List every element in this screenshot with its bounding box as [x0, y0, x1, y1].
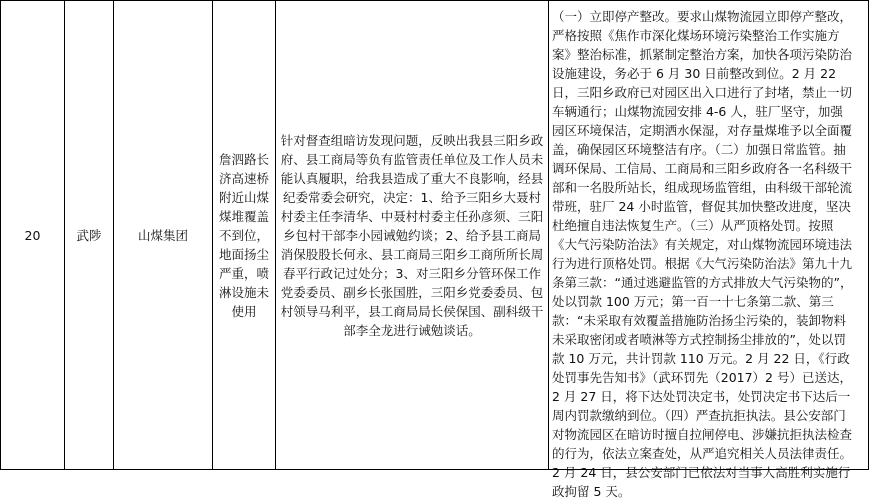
rectification-text: （一）立即停产整改。要求山煤物流园立即停产整改，严格按照《焦作市深化煤场环境污染整治工作实施方案》整治标准，抓紧制定整治方案，加快各项污染防治设施建设，务必于 6 月 30 日前整改到位。2 月 22 日，三阳乡政府已对园区出入口进行了封堵，禁止一切车辆通行；山煤物流园安排 4-6 人，驻厂坚守，加强园区环境保洁，定期洒水保湿，对存量煤堆予以全面覆盖，确保园区环境整洁有序。（二）加强日常监管。抽调环保局、工信局、工商局和三阳乡政府各一名科级干部和一名股所站长，组成现场监管组，由科级干部轮流带班，驻厂 24 小时监管，督促其加快整改进度，坚决杜绝擅自违法恢复生产。（三）从严顶格处罚。按照《大气污染防治法》有关规定，对山煤物流园环境违法行为进行顶格处罚。根据《大气污染防治法》第九十九条第三款：“通过逃避监管的方式排放大气污染物的”，处以罚款 100 万元；第一百一十七条第二款、第三款：“未采取有效覆盖措施防治扬尘污染的，装卸物料未采取密闭或者喷淋等方式控制扬尘排放的”，处以罚款 10 万元，共计罚款 110 万元。2 月 22 日，《行政处罚事先告知书》（武环罚先（2017）2 号）已送达，2 月 27 日，将下达处罚决定书，处罚决定书下达后一周内罚款缴纳到位。（四）严查抗拒执法。县公安部门对物流园区在暗访时擅自拉闸停电、涉嫌抗拒执法检查的行为，依法立案查处，从严追究相关人员法律责任。2 月 24 日，县公安部门已依法对当事人高胜利实施行政拘留 5 天。 [552, 9, 853, 499]
problem-text: 詹泗路长济高速桥附近山煤煤堆覆盖不到位，地面扬尘严重，喷淋设施未使用 [218, 151, 269, 319]
county-name: 武陟 [76, 227, 102, 243]
county-cell [65, 1, 114, 470]
accountability-cell [276, 1, 549, 470]
company-cell [114, 1, 213, 470]
problem-cell [213, 1, 276, 470]
rectification-cell [549, 1, 869, 499]
company-name: 山煤集团 [137, 227, 188, 243]
table-row [1, 1, 869, 470]
accountability-text: 针对督查组暗访发现问题，反映出我县三阳乡政府、县工商局等负有监管责任单位及工作人员未能认真履职，给我县造成了重大不良影响，经县纪委常委会研究，决定：1、给予三阳乡大聂村村委主任李清华、中聂村村委主任孙彦须、三阳乡包村干部李小园诫勉约谈；2、给予县工商局消保股股长何永、县工商局三阳乡工商所所长周春平行政记过处分；3、对三阳乡分管环保工作党委委员、副乡长张国胜，三阳乡党委委员、包村领导马利平，县工商局局长侯保国、副科级干部李全龙进行诫勉谈话。 [280, 132, 544, 338]
row-number-cell [1, 1, 65, 470]
row-number: 20 [24, 227, 41, 243]
